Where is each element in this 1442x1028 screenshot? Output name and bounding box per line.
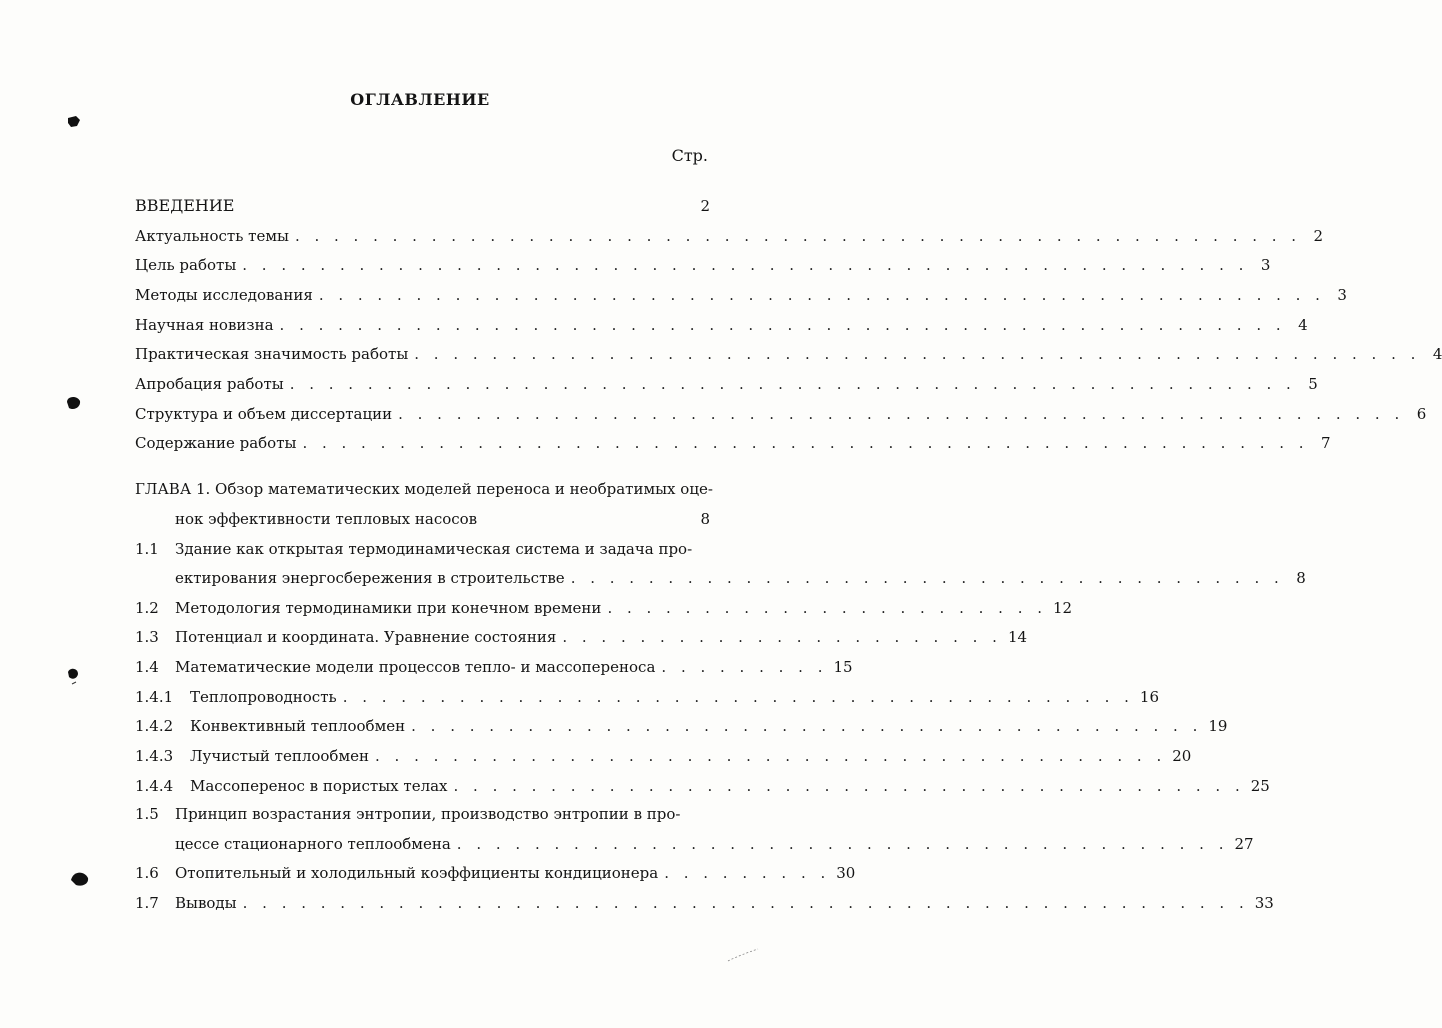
toc-entry-page: 30 — [836, 864, 856, 882]
section-number: 1.4.4 — [135, 777, 174, 795]
toc-entry[interactable] — [135, 283, 1347, 307]
section-number: 1.6 — [135, 864, 159, 882]
toc-entry-label: Методология термодинамики при конечном времени — [175, 599, 602, 617]
toc-entry[interactable] — [135, 342, 1442, 366]
toc-entry-1-4-2[interactable] — [135, 714, 1228, 738]
toc-entry[interactable] — [135, 431, 1331, 455]
page-column-label: Стр. — [671, 146, 708, 165]
scan-smudge — [62, 392, 84, 414]
toc-entry-label: Научная новизна — [135, 316, 274, 334]
toc-entry-1-4-1[interactable] — [135, 685, 1159, 709]
section-number: 1.7 — [135, 894, 159, 912]
section-number: 1.4.1 — [135, 688, 174, 706]
toc-entry-label: Методы исследования — [135, 286, 313, 304]
scan-smudge — [726, 945, 762, 965]
toc-entry[interactable] — [135, 372, 1318, 396]
toc-entry-label: цессе стационарного теплообмена — [175, 835, 451, 853]
toc-entry-page: 6 — [1416, 405, 1427, 423]
toc-entry-1-2[interactable] — [135, 596, 1073, 620]
toc-entry-page: 5 — [1308, 375, 1318, 393]
dot-leader: . . . . . . . . . . . . . . . . . . . . . . . — [562, 628, 1002, 646]
section-number: 1.4.3 — [135, 747, 174, 765]
toc-entry-label: Практическая значимость работы — [135, 345, 409, 363]
toc-entry-page: 20 — [1172, 747, 1192, 765]
toc-entry-label: Цель работы — [135, 256, 237, 274]
dot-leader: . . . . . . . . . . . . . . . . . . . . . . . . . . . . . . . . . . . . . . . . . . . . . . . . . . . . — [294, 227, 1302, 245]
toc-entry-1-4-3[interactable] — [135, 744, 1192, 768]
toc-entry-label: Потенциал и координата. Уравнение состояния — [175, 628, 557, 646]
dot-leader: . . . . . . . . . . . . . . . . . . . . . . . . . . . . . . . . . . . . . . . . . . . . . . . . . . . . — [289, 375, 1296, 393]
toc-entry-label: Теплопроводность — [190, 688, 337, 706]
toc-entry-page: 19 — [1208, 717, 1228, 735]
toc-entry-label: Принцип возрастания энтропии, производство энтропии в про- — [175, 805, 681, 823]
toc-entry-page: 4 — [1298, 316, 1308, 334]
toc-entry-label: Актуальность темы — [135, 227, 289, 245]
toc-entry-label: Математические модели процессов тепло- и массопереноса — [175, 658, 656, 676]
dot-leader: . . . . . . . . . . . . . . . . . . . . . . . . . . . . . . . . . . . . . . . . . . . . . . . . . . . . — [398, 405, 1405, 423]
toc-entry-page: 12 — [1053, 599, 1073, 617]
toc-entry-page: 2 — [1313, 227, 1324, 245]
dot-leader: . . . . . . . . . . . . . . . . . . . . . . . . . . . . . . . . . . . . . . . . . . . . . . . . . . . . — [242, 894, 1249, 912]
dot-leader: . . . . . . . . . . . . . . . . . . . . . . . . . . . . . . . . . . . . . . . . . — [342, 688, 1134, 706]
toc-entry-label: Апробация работы — [135, 375, 284, 393]
section-number: 1.5 — [135, 805, 159, 823]
toc-entry-label: ектирования энергосбережения в строительстве — [175, 569, 565, 587]
toc-entry-page: 15 — [833, 658, 853, 676]
toc-entry-label: Массоперенос в пористых телах — [190, 777, 448, 795]
toc-entry-1-4-4[interactable] — [135, 774, 1270, 798]
dot-leader: . . . . . . . . . . . . . . . . . . . . . . . . . . . . . . . . . . . . . . . . . . . . . . . . . . . . — [302, 434, 1309, 452]
section-number: 1.4 — [135, 658, 159, 676]
dot-leader: . . . . . . . . . . . . . . . . . . . . . . . . . . . . . . . . . . . . . . . . . . . . . . . . . . . . — [279, 316, 1286, 334]
toc-entry-page: 16 — [1139, 688, 1159, 706]
dot-leader: . . . . . . . . . — [661, 658, 828, 676]
toc-entry-page: 8 — [1296, 569, 1306, 587]
toc-entry-label: нок эффективности тепловых насосов — [175, 510, 478, 528]
toc-entry-intro[interactable] — [135, 194, 710, 218]
dot-leader: . . . . . . . . . — [664, 864, 831, 882]
scan-smudge — [64, 112, 84, 132]
dot-leader: . . . . . . . . . . . . . . . . . . . . . . . . . . . . . . . . . . . . . . . . . . . . . . . . . . . . — [414, 345, 1421, 363]
toc-entry-page: 3 — [1337, 286, 1347, 304]
toc-entry-label: Конвективный теплообмен — [190, 717, 406, 735]
dot-leader: . . . . . . . . . . . . . . . . . . . . . . . . . . . . . . . . . . . . . — [570, 569, 1284, 587]
section-number: 1.2 — [135, 599, 159, 617]
section-number: 1.1 — [135, 540, 159, 558]
toc-entry[interactable] — [135, 253, 1271, 277]
toc-entry-page: 27 — [1234, 835, 1254, 853]
toc-entry-1-3[interactable] — [135, 625, 1028, 649]
dot-leader: . . . . . . . . . . . . . . . . . . . . . . . . . . . . . . . . . . . . . . . . . . . . . . . . . . . . — [242, 256, 1249, 274]
toc-entry-label: Лучистый теплообмен — [190, 747, 369, 765]
toc-entry-page: 8 — [700, 510, 710, 528]
chapter-1-title-line1[interactable]: ГЛАВА 1. Обзор математических моделей переноса и необратимых оце- — [135, 480, 713, 498]
toc-entry-1-4[interactable] — [135, 655, 853, 679]
dot-leader: . . . . . . . . . . . . . . . . . . . . . . . — [607, 599, 1048, 617]
toc-entry-label: ВВЕДЕНИЕ — [135, 196, 235, 215]
scan-smudge — [64, 664, 84, 686]
dot-leader: . . . . . . . . . . . . . . . . . . . . . . . . . . . . . . . . . . . . . . . . . — [411, 717, 1203, 735]
dot-leader: . . . . . . . . . . . . . . . . . . . . . . . . . . . . . . . . . . . . . . . . . . . . . . . . . . . . — [318, 286, 1325, 304]
toc-entry-1-6[interactable] — [135, 861, 856, 885]
section-number: 1.3 — [135, 628, 159, 646]
toc-entry-page: 4 — [1432, 345, 1442, 363]
toc-entry-label: Содержание работы — [135, 434, 297, 452]
toc-entry-page: 7 — [1321, 434, 1331, 452]
toc-entry[interactable] — [135, 313, 1308, 337]
toc-entry-page: 25 — [1250, 777, 1270, 795]
toc-entry-1-5-line1[interactable] — [135, 802, 680, 826]
toc-entry[interactable] — [135, 402, 1427, 426]
toc-entry-1-7[interactable] — [135, 891, 1274, 915]
toc-entry-chapter-1[interactable] — [175, 507, 710, 531]
scan-smudge — [68, 866, 92, 890]
toc-entry-label: Структура и объем диссертации — [135, 405, 393, 423]
toc-entry-1-5[interactable] — [175, 832, 1254, 856]
dot-leader: . . . . . . . . . . . . . . . . . . . . . . . . . . . . . . . . . . . . . . . . . — [453, 777, 1245, 795]
toc-entry-page: 33 — [1254, 894, 1274, 912]
toc-entry-1-1-line1[interactable] — [135, 537, 692, 561]
toc-entry[interactable] — [135, 224, 1324, 248]
dot-leader: . . . . . . . . . . . . . . . . . . . . . . . . . . . . . . . . . . . . . . . . — [456, 835, 1229, 853]
section-number: 1.4.2 — [135, 717, 174, 735]
toc-entry-page: 14 — [1007, 628, 1028, 646]
toc-entry-page: 3 — [1260, 256, 1271, 274]
toc-entry-1-1[interactable] — [175, 566, 1306, 590]
toc-entry-page: 2 — [700, 197, 710, 215]
toc-entry-label: Здание как открытая термодинамическая система и задача про- — [175, 540, 693, 558]
dot-leader: . . . . . . . . . . . . . . . . . . . . . . . . . . . . . . . . . . . . . . . . . — [375, 747, 1167, 765]
toc-entry-label: Отопительный и холодильный коэффициенты кондиционера — [175, 864, 659, 882]
toc-entry-label: Выводы — [175, 894, 237, 912]
page-title: ОГЛАВЛЕНИЕ — [350, 90, 490, 109]
